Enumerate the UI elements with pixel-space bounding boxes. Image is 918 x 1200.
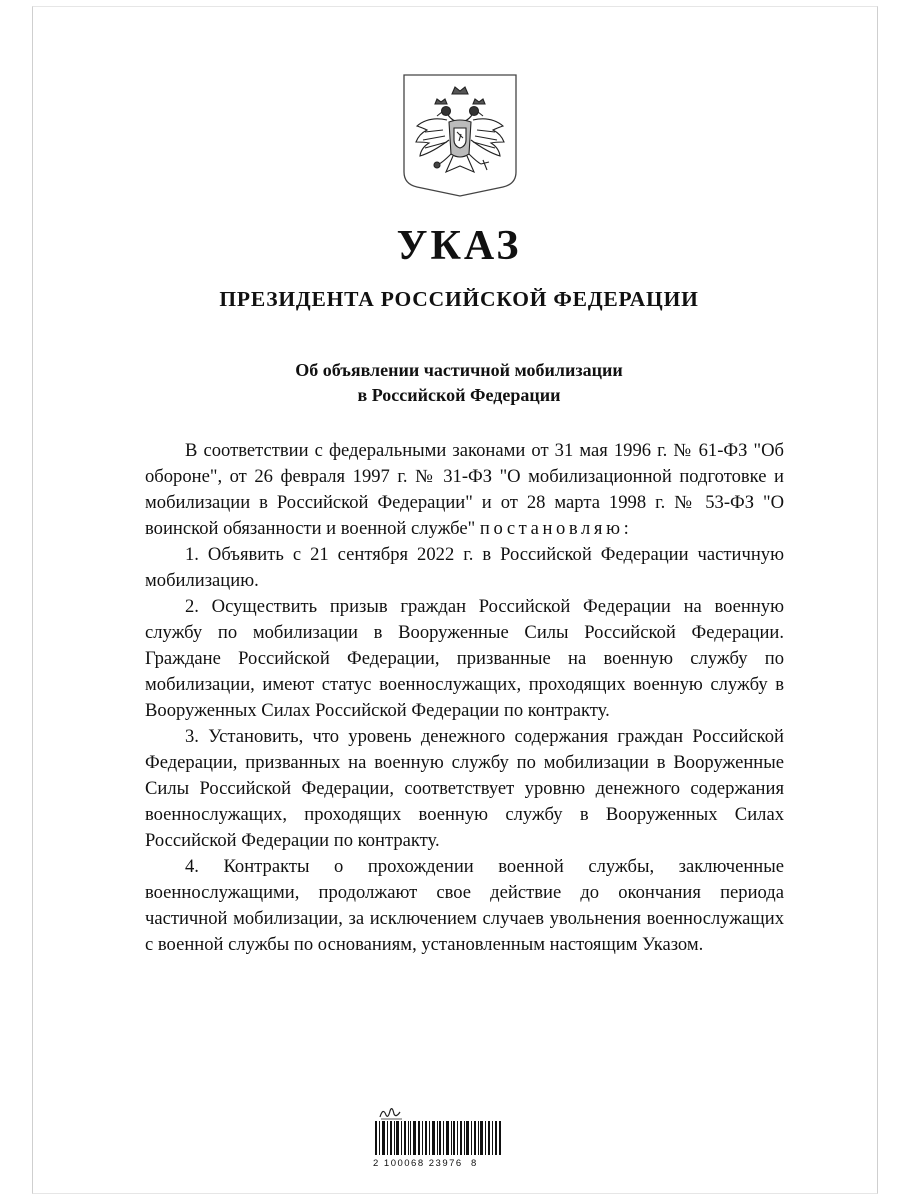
item-2: 2. Осуществить призыв граждан Российской Федерации на военную службу по мобилизации в Вооруженные Силы Российской Федерации. Граждане Российской Федерации, призванные на военную службу по мобилизации, имеют статус военнослужащих, проходящих военную службу в Вооруженных Силах Российской Федерации по контракту. bbox=[145, 596, 784, 721]
resolve-word: постановляю bbox=[479, 518, 624, 539]
document-body bbox=[145, 438, 784, 958]
barcode-icon bbox=[375, 1121, 501, 1155]
document-subtitle: ПРЕЗИДЕНТА РОССИЙСКОЙ ФЕДЕРАЦИИ bbox=[219, 287, 699, 311]
document-title: УКАЗ bbox=[396, 223, 522, 269]
preamble-end: : bbox=[623, 518, 629, 539]
decree-name bbox=[0, 358, 918, 408]
decree-name-line-1: Об объявлении частичной мобилизации bbox=[295, 360, 623, 380]
preamble-text: В соответствии с федеральными законами от 31 мая 1996 г. № 61-ФЗ "Об обороне", от 26 февраля 1997 г. № 31-ФЗ "О мобилизационной подготовке и мобилизации в Российской Федерации" и от 28 марта 1998 г. № 53-ФЗ "О воинской обязанности и военной службе" bbox=[145, 440, 784, 539]
item-1: 1. Объявить с 21 сентября 2022 г. в Российской Федерации частичную мобилизацию. bbox=[145, 544, 784, 591]
decree-name-line-2: в Российской Федерации bbox=[357, 385, 561, 405]
barcode-number: 2 100068 23976 8 bbox=[373, 1158, 478, 1169]
item-3: 3. Установить, что уровень денежного содержания граждан Российской Федерации, призванных на военную службу по мобилизации в Вооруженные Силы Российской Федерации, соответствует уровню денежного содержания военнослужащих, проходящих военную службу в Вооруженных Силах Российской Федерации по контракту. bbox=[145, 726, 784, 851]
preamble-paragraph bbox=[145, 438, 784, 542]
scribble-mark-icon bbox=[378, 1103, 404, 1121]
coat-of-arms-icon bbox=[403, 74, 517, 198]
item-4: 4. Контракты о прохождении военной службы, заключенные военнослужащими, продолжают свое действие до окончания периода частичной мобилизации, за исключением случаев увольнения военнослужащих с военной службы по основаниям, установленным настоящим Указом. bbox=[145, 856, 784, 955]
